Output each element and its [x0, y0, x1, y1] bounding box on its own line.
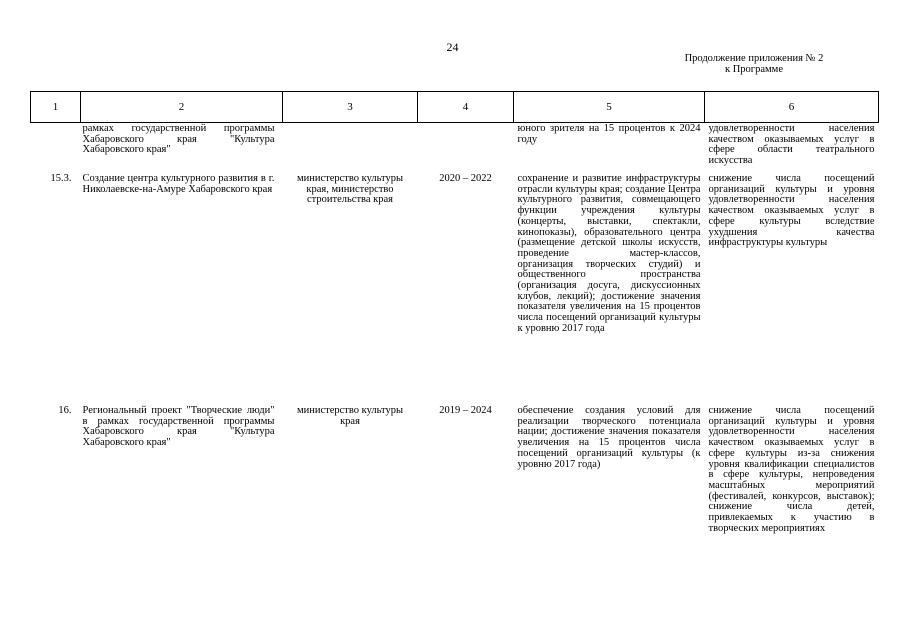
row-result: юного зрителя на 15 процентов к 2024 году [517, 123, 701, 145]
table-row [31, 123, 879, 173]
row-number: 15.3. [50, 173, 72, 184]
row-consequences: удовлетворенности населения качеством оказываемых услуг в сфере области театрального искусства [708, 123, 875, 167]
row-period: 2019 – 2024 [439, 405, 492, 416]
row-consequences: снижение числа посещений организаций культуры и уровня удовлетворенности населения качеством оказываемых услуг в сфере культуры вследствие ухудшения качества инфраструктуры культуры [708, 173, 875, 249]
header-cell: 2 [81, 92, 283, 123]
header-row [31, 92, 879, 123]
row-result: обеспечение создания условий для реализации творческого потенциала нации; достижение значения показателя увеличения на 15 процентов числа посещений организаций культуры (к уровню 2017 года) [517, 405, 701, 470]
row-period [418, 123, 514, 173]
header-cell: 1 [31, 92, 81, 123]
row-result: сохранение и развитие инфраструктуры отрасли культуры края; создание Центра культурного развития, совмещающего функции учреждения культуры (концерты, выставки, спектакли, кинопоказы), образовательного центра (размещение детской школы искусств, проведение мастер-классов, организация творческих студий) и общественного пространства (организация досуга, дискуссионных клубов, лекций); достижение значения показателя увеличения на 15 процентов числа посещений организаций культуры к уровню 2017 года [517, 173, 701, 334]
row-number: 16. [58, 405, 72, 416]
header-cell: 5 [514, 92, 705, 123]
row-executor: министерство культуры края [296, 405, 404, 427]
row-name: рамках государственной программы Хабаровского края "Культура Хабаровского края" [82, 123, 275, 156]
header-cell: 4 [418, 92, 514, 123]
row-executor: министерство культуры края, министерство строительства края [296, 173, 404, 206]
continuation-line-2: к Программе [725, 64, 783, 75]
continuation-line-1: Продолжение приложения № 2 [684, 53, 824, 64]
table-row [31, 404, 879, 534]
row-name: Региональный проект "Творческие люди" в рамках государственной программы Хабаровского края "Культура Хабаровского края" [82, 405, 275, 449]
row-name: Создание центра культурного развития в г. Николаевске-на-Амуре Хабаровского края [82, 173, 275, 195]
row-period: 2020 – 2022 [439, 173, 492, 184]
row-executor [283, 123, 418, 173]
program-table [30, 91, 879, 534]
header-cell: 6 [705, 92, 879, 123]
continuation-header [664, 53, 844, 75]
header-cell: 3 [283, 92, 418, 123]
table-row [31, 172, 879, 404]
page-number: 24 [446, 40, 459, 54]
row-number [31, 123, 81, 173]
row-consequences: снижение числа посещений организаций культуры и уровня удовлетворенности населения качеством оказываемых услуг в сфере культуры из-за снижения уровня квалификации специалистов в сфере культуры, непроведения масштабных мероприятий (фестивалей, конкурсов, выставок); снижение числа детей, привлекаемых к участию в творческих мероприятиях [708, 405, 875, 534]
